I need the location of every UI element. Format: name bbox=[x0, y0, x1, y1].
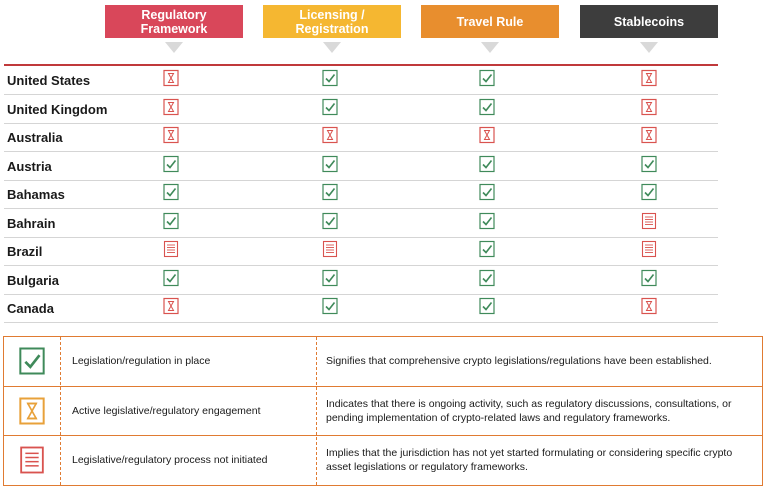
legend-row bbox=[4, 386, 762, 435]
check-icon bbox=[18, 346, 46, 376]
country-name: United States bbox=[7, 73, 91, 88]
hourglass-icon bbox=[322, 126, 340, 146]
legend-label: Legislative/regulatory process not initiated bbox=[72, 454, 268, 466]
check-icon bbox=[322, 183, 340, 203]
check-icon bbox=[322, 269, 340, 289]
check-icon bbox=[479, 98, 497, 118]
country-name: Canada bbox=[7, 301, 54, 316]
country-name: Bahrain bbox=[7, 215, 56, 231]
column-header-2: Licensing / Registration bbox=[263, 5, 401, 38]
document-icon bbox=[18, 445, 46, 475]
check-icon bbox=[322, 155, 340, 175]
check-icon bbox=[163, 269, 181, 289]
hourglass-icon bbox=[18, 396, 46, 426]
country-name: Austria bbox=[7, 158, 52, 174]
check-icon bbox=[322, 98, 340, 118]
country-row bbox=[4, 152, 718, 181]
document-icon bbox=[641, 240, 659, 260]
legend-row bbox=[4, 435, 762, 484]
check-icon bbox=[641, 155, 659, 175]
legend-label: Active legislative/regulatory engagement bbox=[72, 405, 261, 417]
legend-row bbox=[4, 337, 762, 385]
check-icon bbox=[322, 69, 340, 89]
country-row bbox=[4, 209, 718, 238]
legend-description: Implies that the jurisdiction has not yet started formulating or considering specific crypto asset legislations or regulatory frameworks. bbox=[326, 447, 733, 473]
document-icon bbox=[322, 240, 340, 260]
check-icon bbox=[322, 212, 340, 232]
document-icon bbox=[163, 240, 181, 260]
country-row bbox=[4, 95, 718, 124]
column-header-arrow bbox=[323, 42, 341, 53]
check-icon bbox=[479, 240, 497, 260]
country-row bbox=[4, 180, 718, 209]
column-header-arrow bbox=[640, 42, 658, 53]
country-row bbox=[4, 266, 718, 295]
hourglass-icon bbox=[163, 98, 181, 118]
country-name: Bulgaria bbox=[7, 272, 60, 288]
hourglass-icon bbox=[163, 69, 181, 89]
legend-table bbox=[3, 336, 763, 486]
check-icon bbox=[163, 183, 181, 203]
check-icon bbox=[641, 269, 659, 289]
hourglass-icon bbox=[641, 98, 659, 118]
hourglass-icon bbox=[479, 126, 497, 146]
column-header-3: Travel Rule bbox=[421, 5, 559, 38]
check-icon bbox=[479, 269, 497, 289]
column-header-1: Regulatory Framework bbox=[105, 5, 243, 38]
country-name: Australia bbox=[7, 130, 63, 145]
column-header-arrow bbox=[165, 42, 183, 53]
hourglass-icon bbox=[641, 69, 659, 89]
country-row bbox=[4, 66, 718, 95]
country-name: Bahamas bbox=[7, 187, 65, 202]
document-icon bbox=[641, 212, 659, 232]
hourglass-icon bbox=[641, 126, 659, 146]
check-icon bbox=[641, 183, 659, 203]
legend-description: Indicates that there is ongoing activity, such as regulatory discussions, consultations, or pending implementation of crypto-related laws and regulatory frameworks. bbox=[326, 398, 732, 424]
check-icon bbox=[479, 212, 497, 232]
country-name: Brazil bbox=[7, 244, 43, 259]
check-icon bbox=[479, 69, 497, 89]
hourglass-icon bbox=[163, 297, 181, 317]
legend-description: Signifies that comprehensive crypto legislations/regulations have been established. bbox=[326, 355, 712, 367]
column-header-4: Stablecoins bbox=[580, 5, 718, 38]
check-icon bbox=[479, 155, 497, 175]
legend-label: Legislation/regulation in place bbox=[72, 355, 211, 367]
check-icon bbox=[479, 183, 497, 203]
column-header-arrow bbox=[481, 42, 499, 53]
check-icon bbox=[163, 212, 181, 232]
check-icon bbox=[479, 297, 497, 317]
country-name: United Kingdom bbox=[7, 101, 108, 117]
hourglass-icon bbox=[641, 297, 659, 317]
country-row bbox=[4, 123, 718, 152]
country-row bbox=[4, 294, 718, 323]
country-row bbox=[4, 237, 718, 266]
check-icon bbox=[322, 297, 340, 317]
check-icon bbox=[163, 155, 181, 175]
hourglass-icon bbox=[163, 126, 181, 146]
